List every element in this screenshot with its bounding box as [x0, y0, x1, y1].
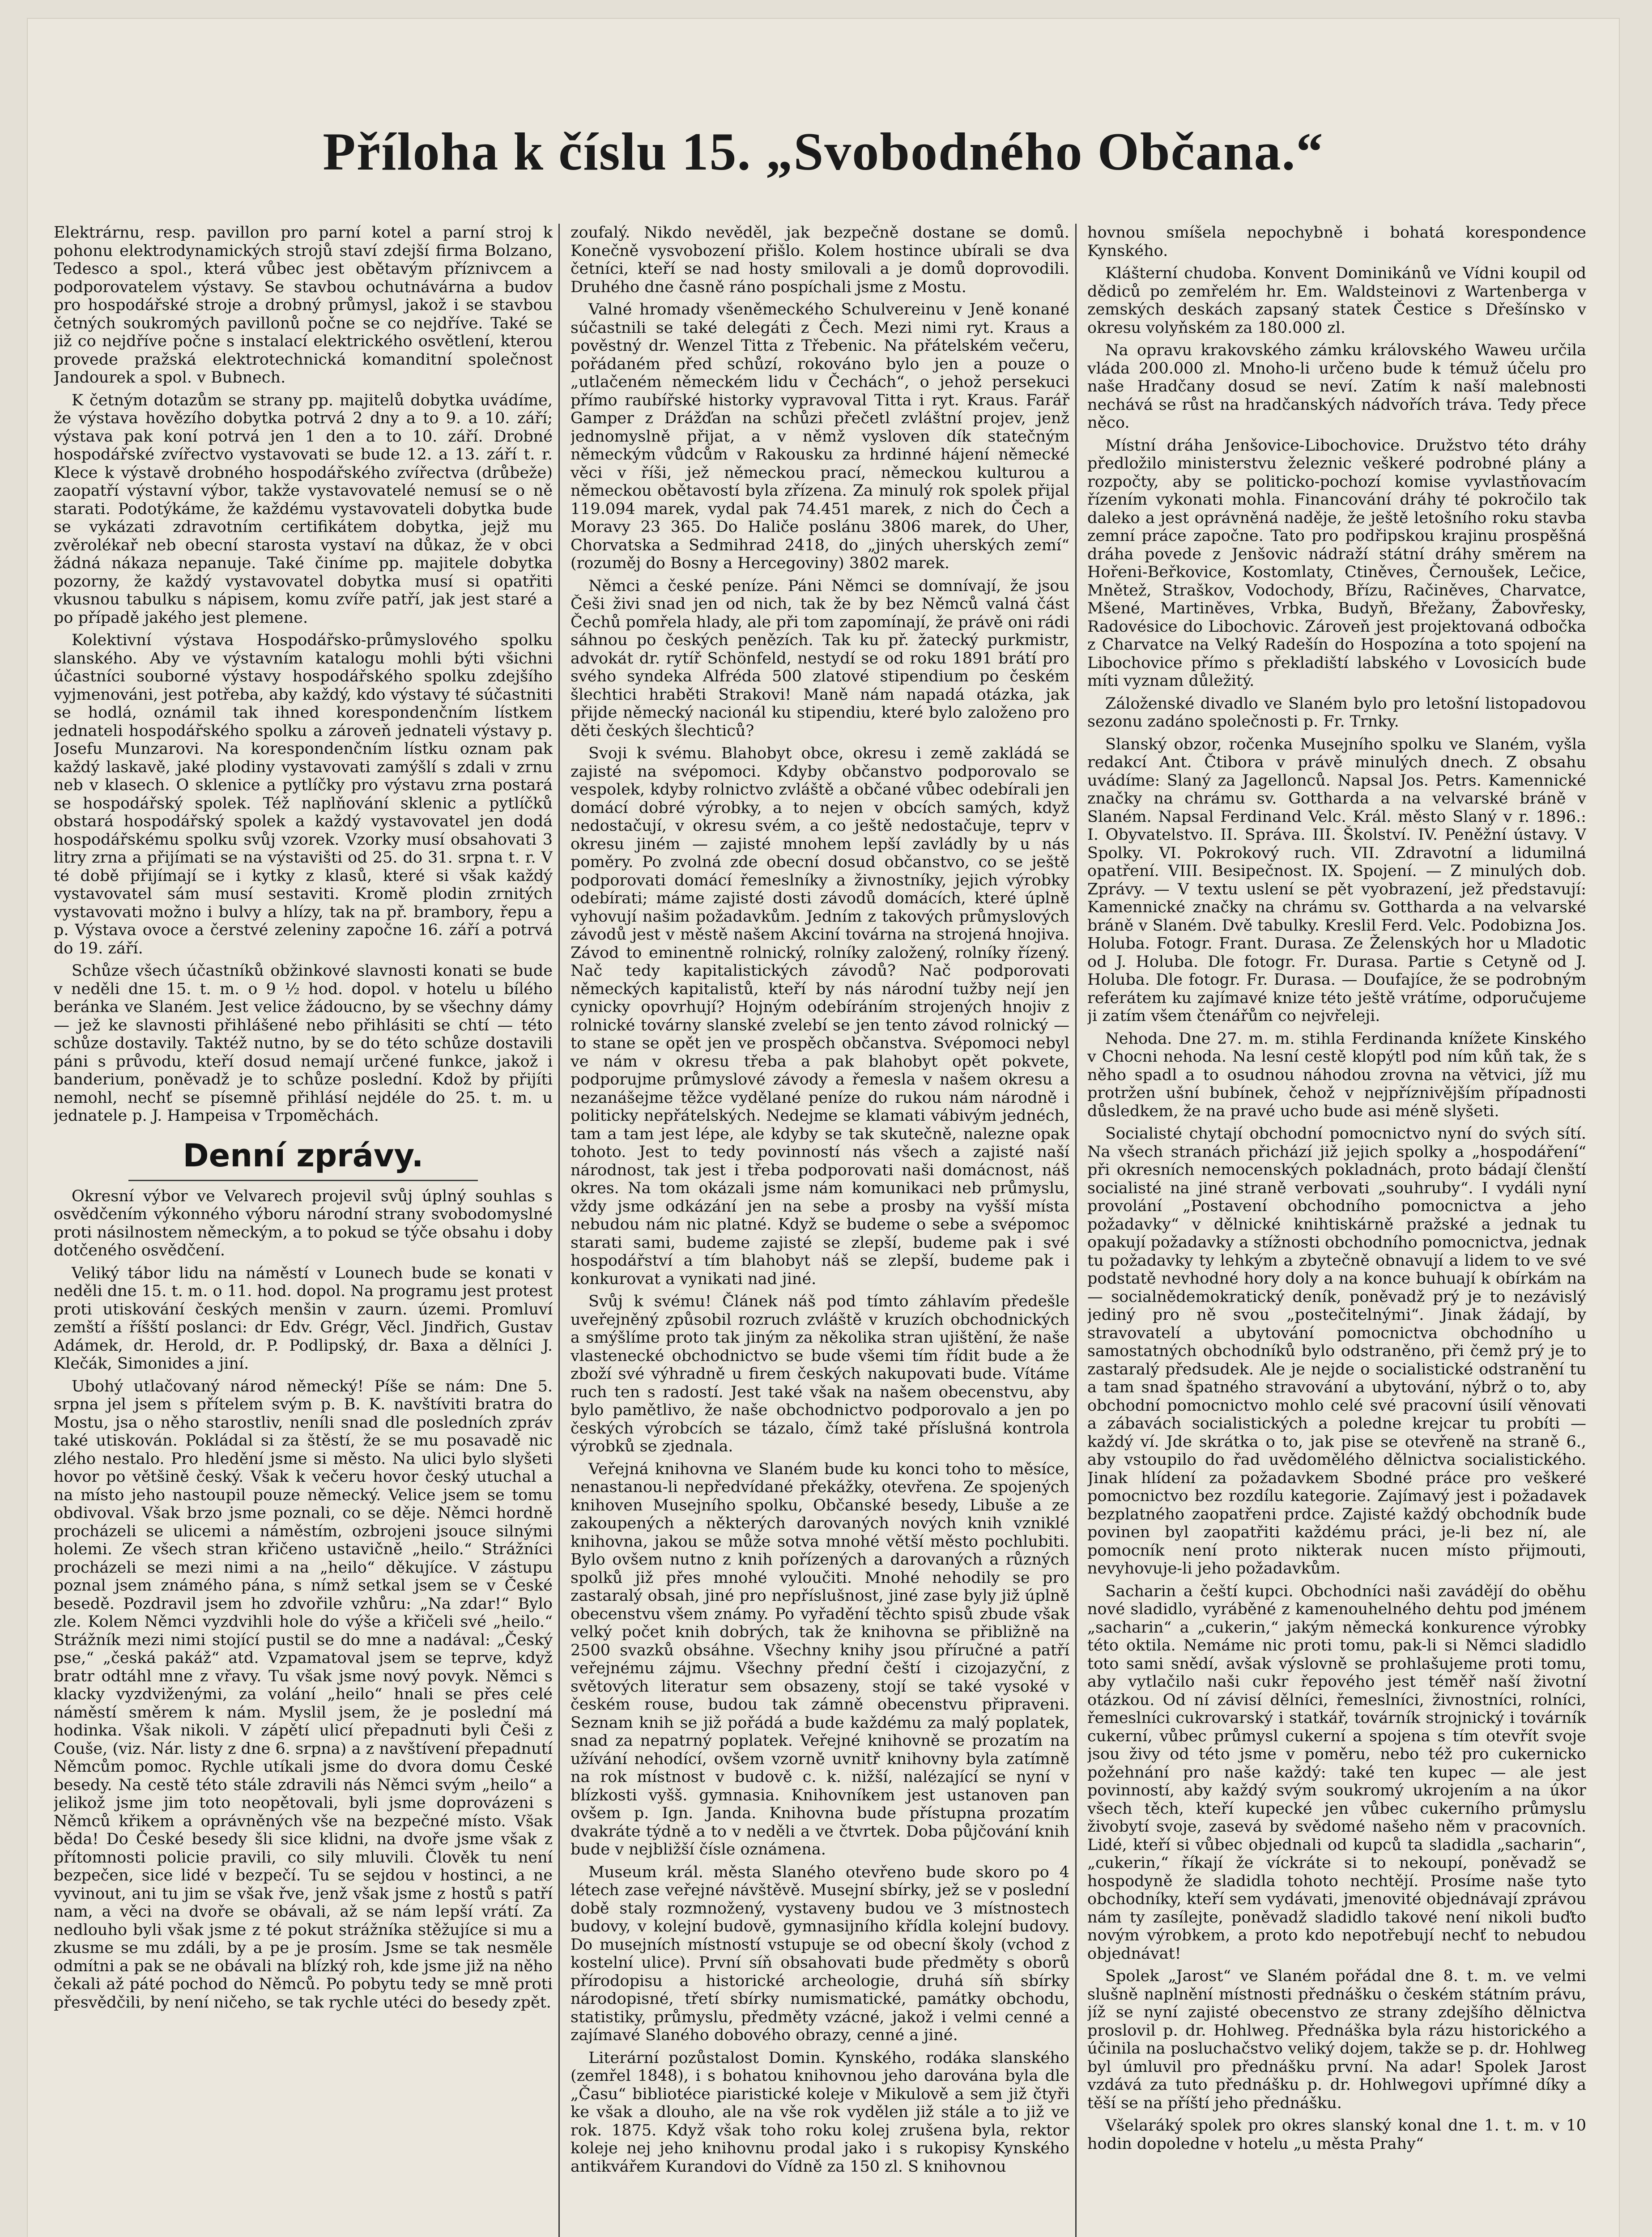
- article-paragraph: Nehoda. Dne 27. m. m. stihla Ferdinanda knížete Kinského v Chocni nehoda. Na lesní cestě klopýtl pod ním kůň tak, že s něho spadl a to osudnou náhodou zrovna na větvici, jíž mu protržen ušní bubínek, čehož v nejpříznivějším případnosti důsledkem, že na pravé ucho bude asi méně slyšeti.: [1087, 1029, 1586, 1120]
- article-paragraph: Ubohý utlačovaný národ německý! Píše se nám: Dne 5. srpna jel jsem s přítelem svým p. B. K. navštíviti bratra do Mostu, jsa o něho starostliv, neníli snad dle posledních zpráv také utiskován. Pokládal si za štěstí, že se mu posavadě nic zlého nestalo. Pro hledění jsme si město. Na ulici bylo slyšeti hovor po většině český. Však k večeru hovor český utuchal a na místo jeho nastoupil pouze německý. Velice jsem se tomu obdivoval. Však brzo jsme poznali, co se děje. Němci hordně procházeli se ulicemi a náměstím, ozbrojeni jsouce silnými holemi. Ze všech stran křičeno ustavičně „heilo.“ Strážníci procházeli se mezi nimi a na „heilo“ děkujíce. V zástupu poznal jsem známého pána, s nímž setkal jsem se v České besedě. Pozdravil jsem ho zdvořile vzhůru: „Na zdar!“ Bylo zle. Kolem Němci vyzdvihli hole do výše a křičeli své „heilo.“ Strážník mezi nimi stojící pustil se do mne a nadával: „Český pse,“ „česká pakáž“ atd. Vzpamatoval jsem se teprve, když bratr odtáhl mne z vřavy. Tu však jsme nový povyk. Němci s klacky vyzdviženými, za volání „heilo“ hnali se přes celé náměstí směrem k nám. Myslil jsem, že je poslední má hodinka. Však nikoli. V zápětí ulicí přepadnuti byli Češi z Couše, (viz. Nár. listy z dne 6. srpna) a z navštívení přepadnutí Němcům pomoc. Rychle utíkali jsme do dvora domu České besedy. Na cestě této stále zdravili nás Němci svým „heilo“ a jelikož jsme jim toto neopětovali, byli jsme doprovázeni s Němců křikem a oprávněných vše na bezpečné místo. Však běda! Do České besedy šli sice klidni, na dvoře jsme však z přítomnosti policie pravili, co sily mluvili. Člověk tu není bezpečen, sice lidé v bezpečí. Tu se sejdou v hostinci, a ne vyvinout, ani tu jim se však řve, jenž však jsme z hostů s patří nam, a věci na dvoře se obávali, až se nám lepší vrátí. Za nedlouho byli však jsme z té pokut strážníka stěžujíce si mu a zkusme se mu zdáli, by a pe je prosím. Jsme se tak nesměle odmítni a pak se ne obávali na blízký roh, kde jsme již na něho čekali až páté pochod do Němců. Po pobytu tedy se mně proti přesvědčili, by není ničeho, se tak rychle utéci do besedy zpět.: [54, 1377, 553, 2012]
- heading-rule: [128, 1180, 478, 1181]
- article-paragraph: Klášterní chudoba. Konvent Dominikánů ve Vídni koupil od dědiců po zemřelém hr. Em. Waldsteinovi z Wartenberga v zemských deskách zapsaný statek Čestice s Dřešínsko v okresu volyňském za 180.000 zl.: [1087, 264, 1586, 337]
- article-paragraph: Slanský obzor, ročenka Musejního spolku ve Slaném, vyšla redakcí Ant. Čtibora v právě minulých dnech. Z obsahu uvádíme: Slaný za Jagellonců. Napsal Jos. Petrs. Kamennické značky na chrámu sv. Gottharda a na velvarské bráně v Slaném. Napsal Ferdinand Velc. Král. město Slaný v r. 1896.: I. Obyvatelstvo. II. Správa. III. Školství. IV. Peněžní ústavy. V Spolky. VI. Pokrokový ruch. VII. Zdravotní a lidumilná opatření. VIII. Besipečnost. IX. Spojení. — Z minulých dob. Zprávy. — V textu uslení se pět vyobrazení, jež představují: Kamennické značky na chrámu sv. Gottharda a na velvarské bráně v Slaném. Dvě tabulky. Kreslil Ferd. Velc. Podobizna Jos. Holuba. Fotogr. Frant. Durasa. Ze Želenských hor u Mladotic od J. Holuba. Dle fotogr. Fr. Durasa. Partie s Cetyně od J. Holuba. Dle fotogr. Fr. Durasa. — Doufajíce, že se podrobným referátem ku zajímavé knize této ještě vrátíme, odporučujeme ji zatím všem čtenářům co nejvřeleji.: [1087, 735, 1586, 1025]
- newspaper-page: [27, 18, 1620, 2237]
- article-paragraph: Museum král. města Slaného otevřeno bude skoro po 4 létech zase veřejné návštěvě. Musejní sbírky, jež se v poslední době staly rozmnožený, vystaveny budou ve 3 místnostech budovy, v kolejní budově, gymnasijního křídla kolejní budovy. Do musejních místností vstupuje se od obecní školy (vchod z kostelní ulice). První síň obsahovati bude předměty s oborů přírodopisu a historické archeologie, druhá síň sbírky národopisné, třetí sbírky numismatické, památky obchodu, statistiky, průmyslu, předměty vzácné, jakož i velmi cenné a zajímavé Slaného dobového obrazy, cenné a jiné.: [571, 1863, 1069, 2044]
- article-paragraph: Svůj k svému! Článek náš pod tímto záhlavím předešle uveřejněný způsobil rozruch zvláště v kruzích obchodnických a smýšlíme proto tak jiným za několika stran ujištění, že naše vlastenecké obchodnictvo se bude všemi tím řídit bude a že zboží své výhradně u firem českých nakupovati bude. Vítáme ruch ten s radostí. Jest také však na našem obecenstvu, aby bylo pamětlivo, že naše obchodnictvo podporovalo a jen po českých výrobcích se tázalo, čímž také příslušná kontrola výrobků se zjednala.: [571, 1293, 1069, 1455]
- section-heading: Denní zprávy.: [183, 1137, 424, 1174]
- article-paragraph: Schůze všech účastníků obžinkové slavnosti konati se bude v neděli dne 15. t. m. o 9 ½ hod. dopol. v hotelu u bílého beránka ve Slaném. Jest velice žádoucno, by se všechny dámy — jež ke slavnosti přihlášené nebo přihlásiti se chtí — této schůze dostavily. Taktéž nutno, by se do této schůze dostavili páni s průvodu, kteří dosud nemají určené funkce, jakož i banderium, poněvadž je to schůze poslední. Kdož by přijíti nemohl, nechť se písemně přihlásí nejdéle do 25. t. m. u jednatele p. J. Hampeisa v Trpoměchách.: [54, 962, 553, 1125]
- article-paragraph: Valné hromady všeněmeckého Schulvereinu v Jeně konané súčastnili se také delegáti z Čech. Mezi nimi ryt. Kraus a pověstný dr. Wenzel Titta z Třebenic. Na přátelském večeru, pořádaném před schůzí, rokováno bylo jen a pouze o „utlačeném německém lidu v Čechách“, o jehož persekuci přímo raubířské historky vypravoval Titta i ryt. Kraus. Farář Gamper z Drážďan na schůzi přečetl zvláštní projev, jenž jednomyslně přijat, a v němž vysloven dík statečným německým vůdcům v Rakousku za hrdinné hájení německé věci v říši, jež německou prací, německou kulturou a německou obětavostí byla zřízena. Za minulý rok spolek přijal 119.094 marek, vydal pak 74.451 marek, z nich do Čech a Moravy 23 365. Do Haliče poslánu 3806 marek, do Uher, Chorvatska a Sedmihrad 2418, do „jiných uherských zemí“ (rozuměj do Bosny a Hercegoviny) 3802 marek.: [571, 301, 1069, 572]
- article-paragraph: zoufalý. Nikdo nevěděl, jak bezpečně dostane se domů. Konečně vysvobození přišlo. Kolem hostince ubírali se dva četníci, kteří se nad hosty smilovali a je domů doprovodili. Druhého dne časně ráno pospíchali jsme z Mostu.: [571, 224, 1069, 296]
- article-paragraph: Okresní výbor ve Velvarech projevil svůj úplný souhlas s osvědčením výkonného výboru národní strany svobodomyslné proti násilnostem německým, a to pokud se týče obsahu i doby dotčeného osvědčení.: [54, 1187, 553, 1259]
- article-paragraph: Záloženské divadlo ve Slaném bylo pro letošní listopadovou sezonu zadáno společnosti p. Fr. Trnky.: [1087, 694, 1586, 731]
- article-paragraph: Kolektivní výstava Hospodářsko-průmyslového spolku slanského. Aby ve výstavním katalogu mohli býti všichni účastníci souborné výstavy hospodářského spolku zdejšího vyjmenováni, jest potřeba, aby každý, kdo výstavy té súčastniti se hodlá, oznámil tak ihned korespondenčním lístkem jednateli hospodářského spolku a zároveň jednateli výstavy p. Josefu Munzarovi. Na korespondenčním lístku oznam pak každý laskavě, jaké plodiny vystavovati zamýšlí s zdali v zrnu neb v klasech. O sklenice a pytlíčky pro výstavu zrna postará se hospodářský spolek. Též naplňování sklenic a pytlíčků obstará hospodářský spolek a každý vystavovatel jen dodá hospodářskému spolku svůj vzorek. Vzorky musí obsahovati 3 litry zrna a přijímati se na výstavišti od 25. do 31. srpna t. r. V té době přijímají se i kytky z klasů, které si však každý vystavovatel sám musí sestaviti. Kromě plodin zrnitých vystavovati možno i bulvy a hlízy, tak na př. brambory, řepu a p. Výstava ovoce a čerstvé zeleniny započne 16. září a potrvá do 19. září.: [54, 631, 553, 957]
- article-paragraph: Spolek „Jarost“ ve Slaném pořádal dne 8. t. m. ve velmi slušně naplnění místnosti přednášku o českém státním právu, jíž se nyní zajisté obecenstvo ze strany zdejšího dělnictva proslovil p. dr. Hohlweg. Přednáška byla rázu historického a účinila na posluchačstvo veliký dojem, takže se p. dr. Hohlweg byl úmluvil pro přednášku první. Na adar! Spolek Jarost vzdává za tuto přednášku p. dr. Hohlwegovi upřímné díky a těší se na příští jeho přednášku.: [1087, 1967, 1586, 2112]
- column-divider: [558, 224, 560, 2237]
- text-column-3: [1087, 224, 1586, 2237]
- article-paragraph: Veliký tábor lidu na náměstí v Lounech bude se konati v neděli dne 15. t. m. o 11. hod. dopol. Na programu jest protest proti utiskování českých menšin v zaurn. územi. Promluví zemští a říšští poslanci: dr Edv. Grégr, Věcl. Jindřich, Gustav Adámek, dr. Herold, dr. P. Podlipský, dr. Baxa a dělníci J. Klečák, Simonides a jiní.: [54, 1264, 553, 1373]
- article-paragraph: Všelaráký spolek pro okres slanský konal dne 1. t. m. v 10 hodin dopoledne v hotelu „u města Prahy“: [1087, 2117, 1586, 2153]
- article-paragraph: Veřejná knihovna ve Slaném bude ku konci toho to měsíce, nenastanou-li nepředvídané překážky, otevřena. Ze spojených knihoven Musejního spolku, Občanské besedy, Libuše a ze zakoupených a některých darovaných nových knih vzniklé knihovna, jakou se může sotva mnohé větší město pochlubiti. Bylo ovšem nutno z knih pořízených a darovaných a různých spolků již přes mnohé vyloučiti. Mnohé nehodily se pro zastaralý obsah, jiné pro nepříslušnost, jiné zase byly již úplně obecenstvu všem známy. Po vyřadění těchto spisů zbude však velký počet knih dobrých, tak že knihovna se přibližně na 2500 svazků obsáhne. Všechny knihy jsou příručné a patří veřejnému zájmu. Všechny přední čeští i cizojazyční, z světových literatur sem obsazeny, stojí se také vysoké v českém rouse, budou tak zámně obecenstvu připraveni. Seznam knih se již pořádá a bude každému za malý poplatek, snad za nepatrný poplatek. Veřejné knihovně se prozatím na užívání nehodící, ovšem vzorně uvnitř knihovny byla zatímně na rok místnost v budově c. k. nižší, nalézající se nyní v blízkosti vyšš. gymnasia. Knihovníkem jest ustanoven pan ovšem p. Ign. Janda. Knihovna bude přístupna prozatím dvakráte týdně a to v neděli a ve čtvrtek. Doba půjčování knih bude v nejbližší čísle oznámena.: [571, 1460, 1069, 1858]
- text-column-1: [54, 224, 553, 2237]
- article-paragraph: Socialisté chytají obchodní pomocnictvo nyní do svých sítí. Na všech stranách přichází již jejich spolky a „hospodáření“ při okresních nemocenských pokladnách, proto bádají členští socialisté na jiné straně verbovati „souhruby“. I vydáli nyní provolání „Postavení obchodního pomocnictva a jeho požadavky“ v dělnické knihtiskárně pražské a jednak tu opakují požadavky a stížnosti obchodního pomocnictva, jednak tu požadavky ty lehkým a zbytečně obnavují a lidem to ve své podstatě nevhodné hory doly a na konce buhuají k obírkám na — socialnědemokratický deník, poněvadž prý je to nezávislý jediný pro ně svou „postečitelnými“. Jinak žádají, by stravovatelí a ubytování pomocnictva obchodního u samostatných obchodníků bylo odstraněno, při čemž prý je to zastaralý předsudek. Ale je nejde o socialistické odstranění tu a tam snad špatného stravování a ubytování, nýbrž o to, aby obchodní pomocnictvo mohlo celé své pracovní úsilí věnovati a zábavách socialistických a poledne krejcar tu probíti — každý ví. Jde skrátka o to, jak pise se otevřeně na straně 6., aby vstoupilo do řad uvědomělého dělnictva socialistického. Jinak hlídení za požadavkem Sbodné práce pro veškeré pomocnictvo bez rozdílu kategorie. Zajímavý jest i požadavek bezplatného zaopatřeni prdce. Zajisté každý obchodník bude povinen byl zaopatřiti každému práci, je-li bez ní, ale pomocník není proto nikterak nucen místo přijmouti, nevyhovuje-li jeho požadavkům.: [1087, 1125, 1586, 1578]
- article-paragraph: K četným dotazům se strany pp. majitelů dobytka uvádíme, že výstava hovězího dobytka potrvá 2 dny a to 9. a 10. září; výstava pak koní potrvá jen 1 den a to 10. září. Drobné hospodářské zvířectvo vystavovati se bude 12. a 13. září t. r. Klece k výstavě drobného hospodářského zvířectva (drůbeže) zaopatří výstavní výbor, takže vystavovatelé nemusí se o ně starati. Podotýkáme, že každému vystavovateli dobytka bude se vykázati zdravotním certifikátem dobytka, jejž mu zvěrolékař neb obecní starosta vystaví na důkaz, že v obci žádná nákaza nepanuje. Také činíme pp. majitele dobytka pozorny, že každý vystavovatel dobytka musí si opatřiti vkusnou tabulku s nápisem, komu zvíře patří, jak jest staré a po případě jakého jest plemene.: [54, 391, 553, 627]
- article-paragraph: hovnou smíšela nepochybně i bohatá korespondence Kynského.: [1087, 224, 1586, 260]
- article-paragraph: Němci a české peníze. Páni Němci se domnívají, že jsou Češi živi snad jen od nich, tak že by bez Němců valná část Čechů pomřela hlady, ale při tom zapomínají, že právě oni rádi sáhnou po českých penězích. Tak ku př. žatecký purkmistr, advokát dr. rytíř Schönfeld, nestydí se od roku 1891 brátí pro svého syndeka Alfréda 500 zlatové stipendium po českém šlechtici hraběti Strakovi! Maně nám napadá otázka, jak přijde německý nacionál ku stipendiu, které bylo založeno pro děti českých šlechticů?: [571, 577, 1069, 740]
- article-paragraph: Elektrárnu, resp. pavillon pro parní kotel a parní stroj k pohonu elektrodynamických strojů staví zdejší firma Bolzano, Tedesco a spol., která vůbec jest obětavým příznivcem a podporovatelem výstavy. Se stavbou ochutnávárna a budov pro hospodářské stroje a drobný průmysl, jakož i se stavbou četných soukromých pavillonů počne se co nejdříve. Také se již co nejdříve počne s instalací elektrického osvětlení, kterou provede pražská elektrotechnická komanditní společnost Jandourek a spol. v Bubnech.: [54, 224, 553, 387]
- article-paragraph: Sacharin a čeští kupci. Obchodníci naši zavádějí do oběhu nové sladidlo, vyráběné z kamenouhelného dehtu pod jménem „sacharin“ a „cukerin,“ jakým německá konkurence výrobky této oktila. Nemáme nic proti tomu, pak-li si Němci sladidlo toto sami snědí, avšak výslovně se prohlašujeme proti tomu, aby vytlačilo naši cukr řepového jest téměř naší životní otázkou. Od ní závisí dělníci, řemeslníci, živnostníci, rolníci, řemeslníci cukrovarský i statkář, továrník strojnický i továrník cukerní, vůbec průmysl cukerní a spojena s tím otevřít svoje jsou živy od této jsme v poměru, nebo též pro cukernicko požehnání pro naše každý: také ten kupec — ale jest povinností, aby každý svým soukromý ukrojením a na úkor všech těch, kteří kupecké jen vůbec cukerního průmyslu živobytí svoje, zasevá by svědomé našeho něm v pracovních. Lidé, kteří si vůbec objednali od kupců ta sladidla „sacharin“, „cukerin,“ říkají že víckráte si to nekoupí, poněvadž se hospodyně že sladidla tohoto nechtějí. Prosíme naše tyto obchodníky, kteří sem vydávati, jmenovité objednávají zprávou nám ty zasílejte, poněvadž sladidlo takové není nikoli buďto novým výrobkem, a proto kdo nepotřebují nechť to nebudou objednávat!: [1087, 1582, 1586, 1963]
- article-paragraph: Na opravu krakovského zámku královského Waweu určila vláda 200.000 zl. Mnoho-li určeno bude k témuž účelu pro naše Hradčany dosud se neví. Zatím k naší malebnosti nechává se růst na hradčanských nádvořích tráva. Tedy přece něco.: [1087, 341, 1586, 432]
- page-title: Příloha k číslu 15. „Svobodného Občana.“: [323, 122, 1324, 181]
- article-paragraph: Svoji k svému. Blahobyt obce, okresu i země zakládá se zajisté na svépomoci. Kdyby občanstvo podporovalo se vespolek, kdyby rolnictvo zvláště a občané vůbec odebírali jen domácí dobré výrobky, a to nejen v obcích samých, když nedostačují, v okresu svém, a co ještě nedostačuje, teprv v okresu jiném — zajisté mnohem lepší zavládly by u nás poměry. Po zvolná zde obecní dosud občanstvo, co se ještě podporovati domácí řemeslníky a živnostníky, jejich výrobky odebírati; máme zajisté dosti závodů domácích, které úplně vyhovují našim požadavkům. Jedním z takových průmyslových závodů jest v městě našem Akciní továrna na strojená hnojiva. Závod to eminentně rolnický, rolníky založený, rolníky řízený. Nač tedy kapitalistických závodů? Nač podporovati německých kapitalistů, kteří by nás národní tužby nejí jen cynicky opovrhují? Hojným odebíráním strojených hnojiv z rolnické továrny slanské zvelebí se jen tento závod rolnický — to stane se opět jen ve prospěch občanstva. Svépomoci nebyl ve nám v okresu třeba a pak blahobyt opět pokvete, podporujme průmyslové závody a řemesla v našem okresu a nezanášejme těžce vydělané peníze do rukou nám národně i politicky nepřátelských. Nedejme se klamati vábivým jednéch, tam a tam jest lépe, ale kdyby se tak skutečně, nalezne opak tohoto. Jest to tedy povinností nás všech a zajisté naší národnost, tak jest i třeba podporovati naši domácnost, náš okres. Na tom okázali jsme nám komunikaci neb průmyslu, vždy jsme odkázání jen na sebe a prosby na vyšší místa nebudou nám nic platné. Když se budeme o sebe a svépomoc starati sami, budeme zajisté se zlepší, budeme pak i své hospodářství a tím blahobyt náš se zlepší, budeme pak i konkurovat a vynikati nad jiné.: [571, 744, 1069, 1288]
- column-divider: [1075, 224, 1077, 2237]
- article-paragraph: Místní dráha Jenšovice-Libochovice. Družstvo této dráhy předložilo ministerstvu železnic veškeré podrobné plány a rozpočty, aby se politicko-pochozí komise vyvlastňovacím řízením vykonati mohla. Financování dráhy té pokročilo tak daleko a jest oprávněná naděje, že ještě letošního roku stavba zemní práce započne. Tato pro podřipskou krajinu prospěšná dráha povede z Jenšovic nádraží státní dráhy směrem na Hořeni-Beřkovice, Kostomlaty, Ctiněves, Černoušek, Lečice, Mnětež, Straškov, Vodochody, Břízu, Račiněves, Charvatce, Mšené, Martiněves, Vrbka, Budyň, Břežany, Žabovřesky, Radovésice do Libochovic. Zároveň jest projektovaná odbočka z Charvatce na Velký Radešín do Hospozína a toto spojení na Libochovice přímo s překladiští labského v Lovosicích bude míti vyznam důležitý.: [1087, 436, 1586, 690]
- article-paragraph: Literární pozůstalost Domin. Kynského, rodáka slanského (zemřel 1848), i s bohatou knihovnou jeho darována byla dle „Času“ bibliotéce piaristické koleje v Mikulově a sem již čtyři ke však a dlouho, ale na vše rok vydělen již stále a to již ve rok. 1875. Když však toho roku kolej zrušena byla, rektor koleje nej jeho knihovnu prodal jako i s rukopisy Kynského antikvářem Kurandovi do Vídně za 150 zl. S knihovnou: [571, 2049, 1069, 2176]
- text-column-2: [571, 224, 1069, 2237]
